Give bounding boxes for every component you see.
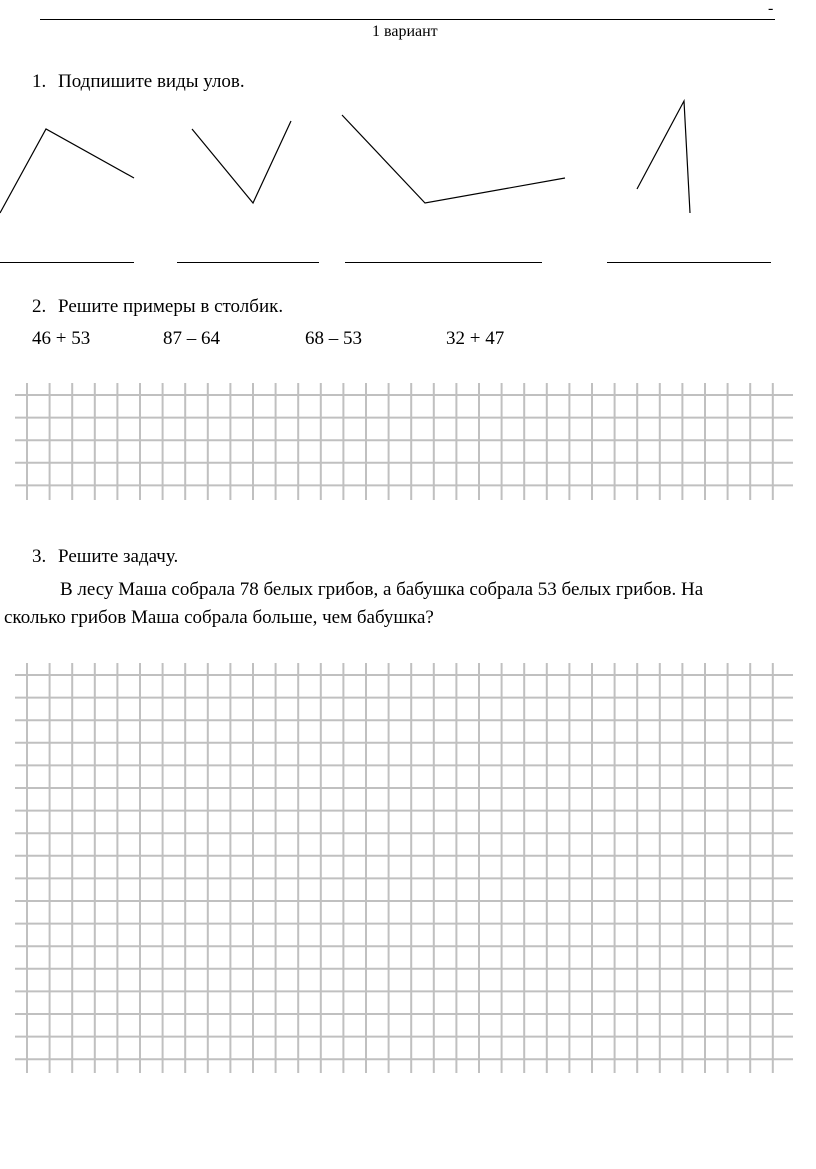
task2-number: 2. [32,296,47,317]
example-4: 32 + 47 [446,328,505,349]
task3-number: 3. [32,546,47,567]
task1-number: 1. [32,71,47,92]
example-1: 46 + 53 [32,328,91,349]
task2-text: Решите примеры в столбик. [58,296,284,317]
problem-line-1: В лесу Маша собрала 78 белых грибов, а бабушка собрала 53 белых грибов. На [60,579,704,600]
example-3: 68 – 53 [305,328,362,349]
example-2: 87 – 64 [163,328,220,349]
task3-text: Решите задачу. [58,546,179,567]
task1-text: Подпишите виды улов. [58,71,245,92]
variant-title: 1 вариант [372,23,438,40]
header-dash: - [768,0,774,17]
problem-line-2: сколько грибов Маша собрала больше, чем бабушка? [4,607,434,628]
